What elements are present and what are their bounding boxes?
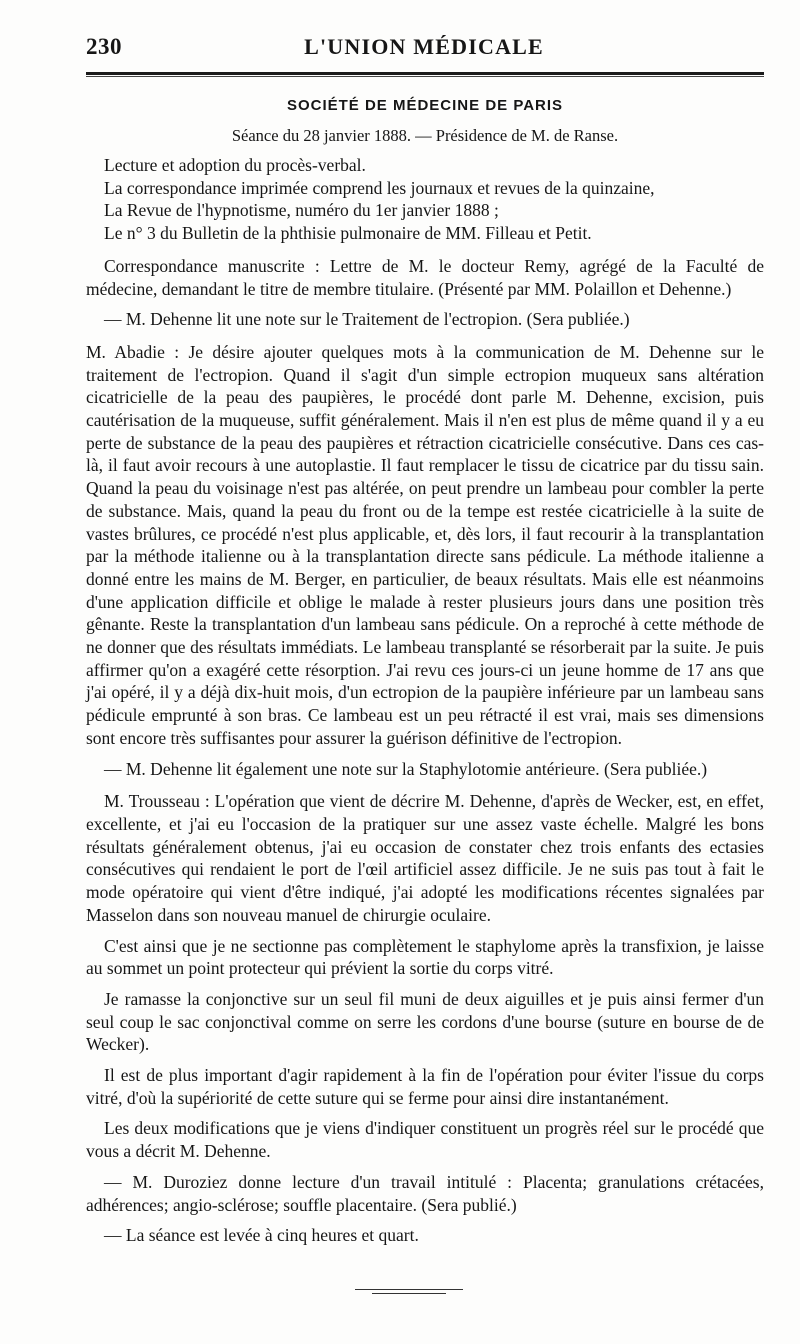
paragraph: — M. Dehenne lit une note sur le Traitement de l'ectropion. (Sera publiée.): [104, 309, 630, 330]
paragraph: M. Trousseau : L'opération que vient de décrire M. Dehenne, d'après de Wecker, est, en effet, excellente, et j'ai eu l'occasion de la pratiquer sur une assez vaste échelle. Malgré les bons résultats généralement obtenus, j'ai eu occasion de constater chez trois enfants des ectasies consécutives qui rendaient le port de l'œil artificiel assez difficile. Je ne suis pas tout à fait le mode opératoire qui vient d'être indiqué, j'ai adopté les modifications récentes signalées par Masselon dans son nouveau manuel de chirurgie oculaire.: [86, 791, 764, 925]
paragraph: Les deux modifications que je viens d'indiquer constituent un progrès réel sur le procédé que vous a décrit M. Dehenne.: [86, 1118, 764, 1162]
section-title: SOCIÉTÉ DE MÉDECINE DE PARIS: [286, 97, 564, 114]
paragraph: — M. Dehenne lit également une note sur la Staphylotomie antérieure. (Sera publiée.): [104, 758, 708, 779]
closing-rule-short: [372, 1293, 446, 1294]
page-number: 230: [86, 34, 122, 59]
paragraph: — La séance est levée à cinq heures et quart.: [104, 1225, 419, 1246]
closing-rule: [355, 1289, 463, 1290]
paragraph: Correspondance manuscrite : Lettre de M. le docteur Remy, agrégé de la Faculté de médecine, demandant le titre de membre titulaire. (Présenté par MM. Polaillon et Dehenne.): [86, 255, 764, 299]
header-rule-thin: [86, 76, 764, 77]
header-rule: [86, 72, 764, 75]
paragraph: La Revue de l'hypnotisme, numéro du 1er janvier 1888 ;: [104, 200, 499, 221]
page-header: [86, 34, 762, 74]
paragraph: Je ramasse la conjonctive sur un seul fil muni de deux aiguilles et je puis ainsi fermer d'un seul coup le sac conjonctival comme on serre les cordons d'une bourse (suture en bourse de de Wecker).: [86, 988, 764, 1055]
paragraph: — M. Duroziez donne lecture d'un travail intitulé : Placenta; granulations crétacées, adhérences; angio-sclérose; souffle placentaire. (Sera publié.): [86, 1171, 764, 1215]
paragraph: M. Abadie : Je désire ajouter quelques mots à la communication de M. Dehenne sur le traitement de l'ectropion. Quand il s'agit d'un simple ectropion muqueux sans altération cicatricielle de la peau des paupières, le procédé dont parle M. Dehenne, excision, puis cautérisation de la muqueuse, suffit généralement. Mais il n'en est plus de même quand il y a eu perte de substance de la peau des paupières et rétraction cicatricielle consécutive. Dans ces cas-là, il faut avoir recours à une autoplastie. Il faut remplacer le tissu de cicatrice par du tissu sain. Quand la peau du voisinage n'est pas altérée, on peut prendre un lambeau pour combler la perte de substance. Mais, quand la peau du front ou de la tempe est restée cicatricielle à la suite de vastes brûlures, ce procédé n'est plus applicable, et, dès lors, il faut recourir à la transplantation par la méthode italienne ou à la transplantation directe sans pédicule. La méthode italienne a donné entre les mains de M. Berger, en particulier, de beaux résultats. Mais elle est néanmoins d'une application difficile et oblige le malade à rester plusieurs jours dans une position très gênante. Reste la transplantation d'un lambeau sans pédicule. On a reproché à cette méthode de ne donner que des résultats immédiats. Le lambeau transplanté se résorberait par la suite. Je puis affirmer qu'on a exagéré cette résorption. J'ai revu ces jours-ci un jeune homme de 17 ans que j'ai opéré, il y a déjà dix-huit mois, d'un ectropion de la paupière inférieure par un lambeau sans pédicule emprunté à son bras. Ce lambeau est un peu rétracté il est vrai, mais ses dimensions sont encore très suffisantes pour assurer la guérison définitive de l'ectropion.: [86, 341, 764, 748]
session-line: Séance du 28 janvier 1888. — Présidence de M. de Ranse.: [231, 126, 619, 145]
journal-title: L'UNION MÉDICALE: [304, 34, 544, 59]
paragraph: Lecture et adoption du procès-verbal.: [104, 155, 366, 175]
paragraph: La correspondance imprimée comprend les journaux et revues de la quinzaine,: [104, 177, 655, 198]
article-body: [86, 154, 764, 1247]
paragraph: Le n° 3 du Bulletin de la phthisie pulmonaire de MM. Filleau et Petit.: [104, 223, 592, 244]
paragraph: C'est ainsi que je ne sectionne pas complètement le staphylome après la transfixion, je laisse au sommet un point protecteur qui prévient la sortie du corps vitré.: [86, 935, 764, 979]
paragraph: Il est de plus important d'agir rapidement à la fin de l'opération pour éviter l'issue du corps vitré, d'où la supériorité de cette suture qui se ferme pour ainsi dire instantanément.: [86, 1065, 764, 1108]
